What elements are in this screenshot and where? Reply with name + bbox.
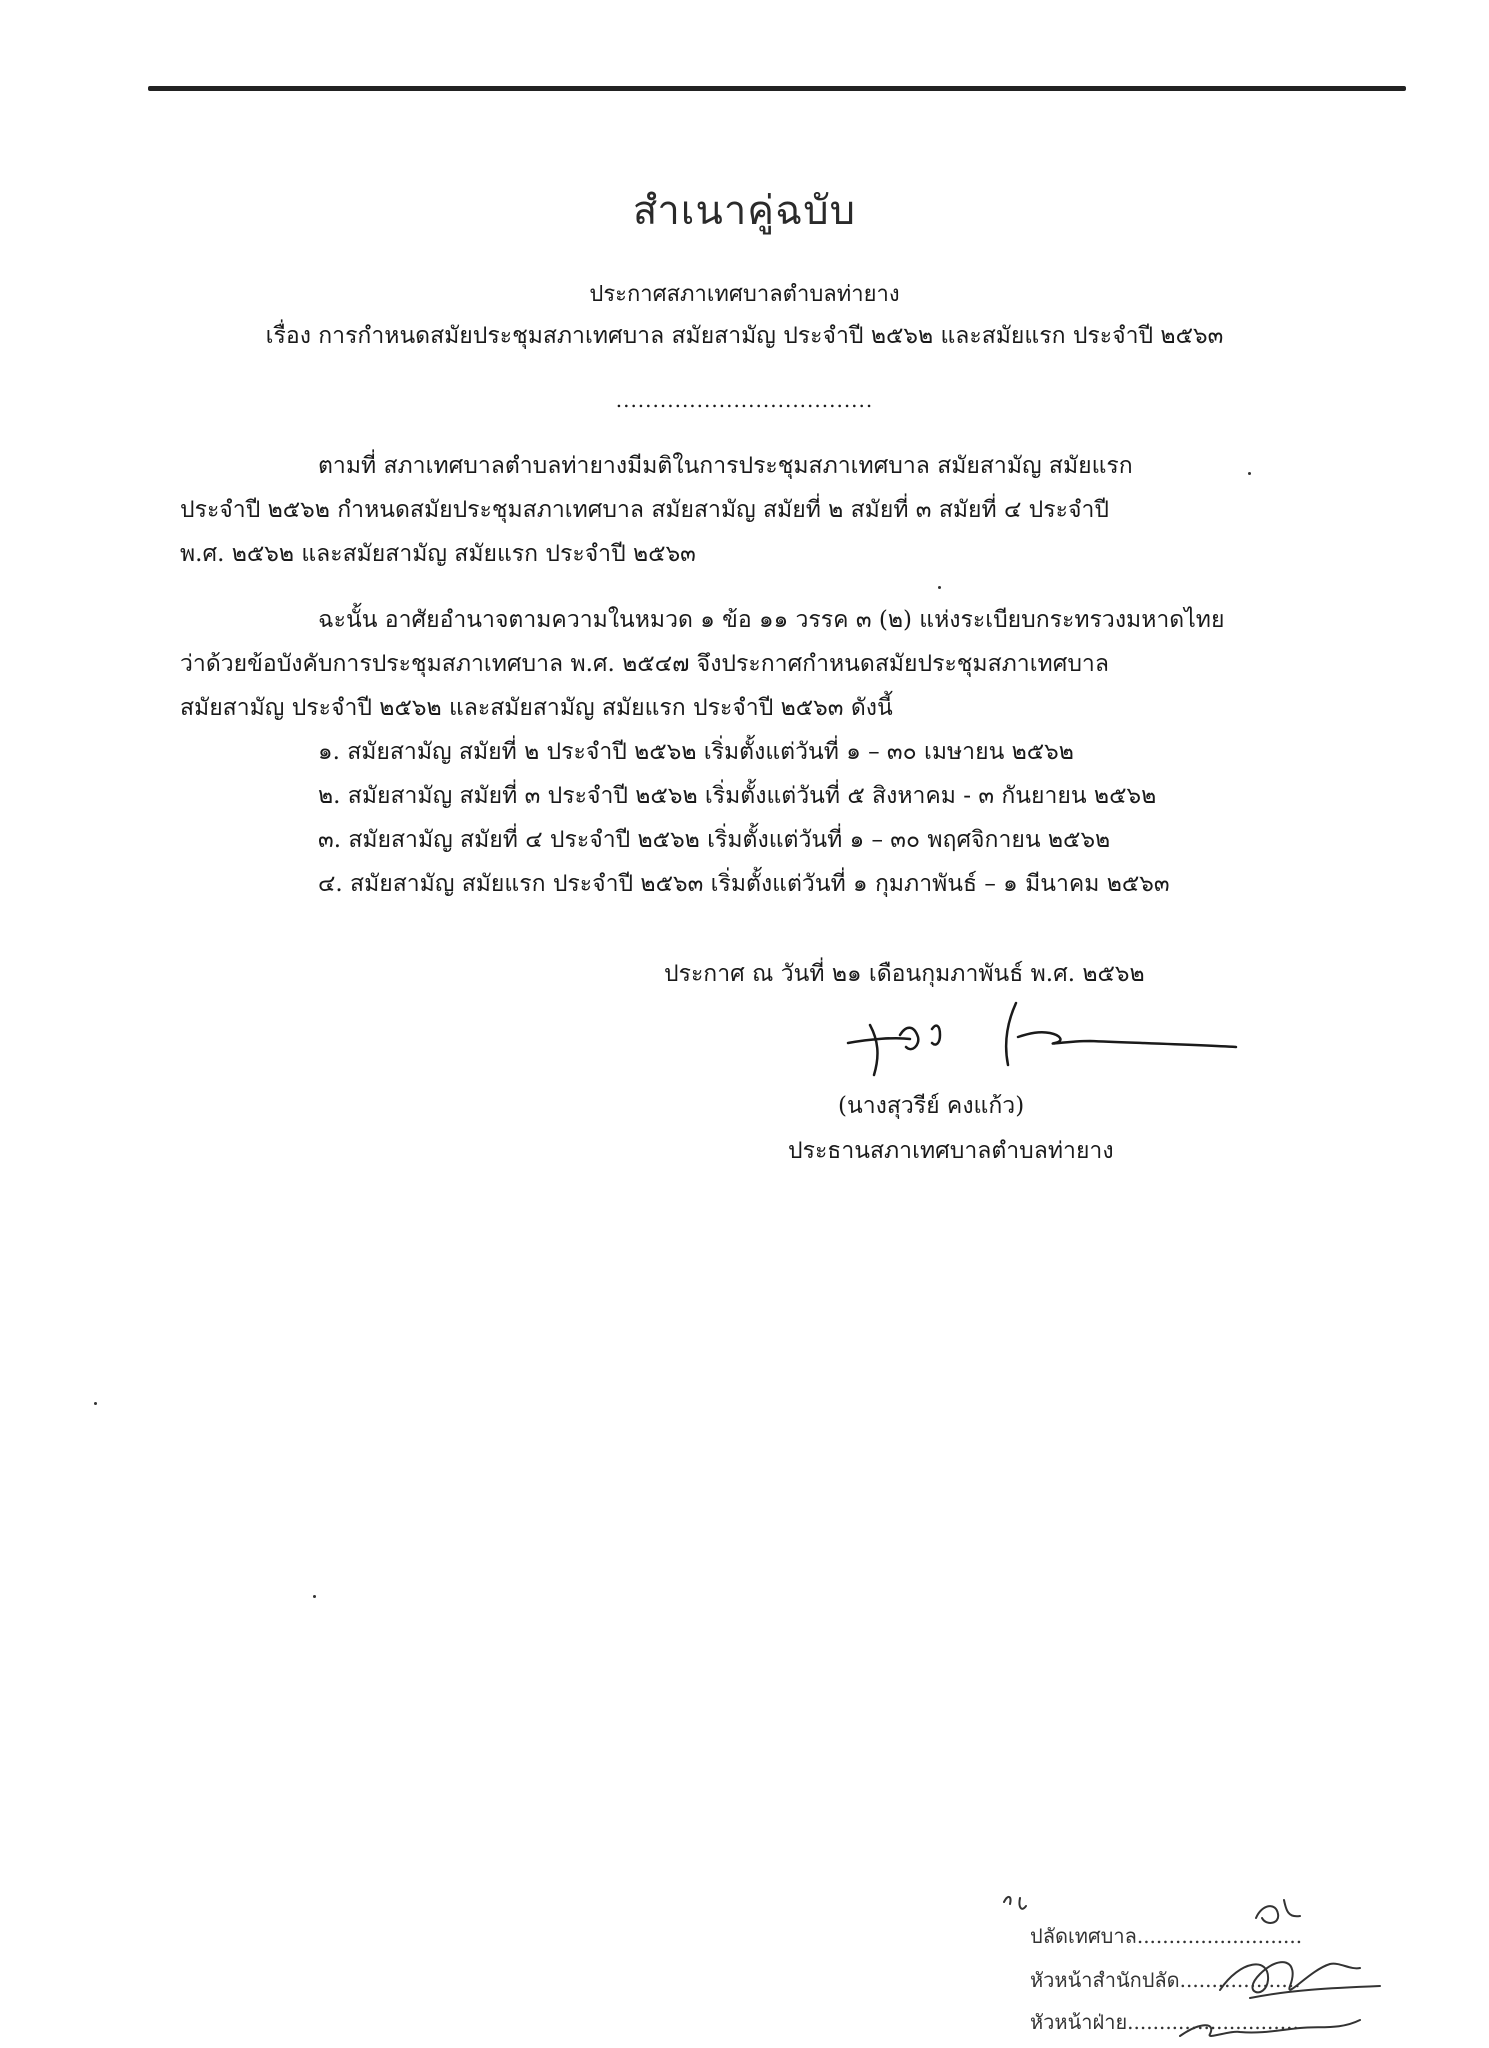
scan-speck bbox=[1248, 472, 1251, 475]
heading: ประกาศสภาเทศบาลตำบลท่ายาง bbox=[589, 282, 900, 307]
footer-initials bbox=[1000, 1890, 1470, 2048]
copy-stamp: สำเนาคู่ฉบับ bbox=[632, 188, 857, 234]
paragraph2-line1: ฉะนั้น อาศัยอำนาจตามความในหมวด ๑ ข้อ ๑๑ วรรค ๓ (๒) แห่งระเบียบกระทรวงมหาดไทย bbox=[318, 607, 1225, 633]
scan-speck bbox=[938, 586, 941, 589]
scan-speck bbox=[94, 1402, 97, 1405]
signature bbox=[840, 995, 1260, 1085]
signer-title: ประธานสภาเทศบาลตำบลท่ายาง bbox=[788, 1138, 1114, 1164]
paragraph1-line3: พ.ศ. ๒๕๖๒ และสมัยสามัญ สมัยแรก ประจำปี ๒๕๖๓ bbox=[180, 541, 696, 567]
divider: ................................... bbox=[615, 388, 874, 412]
paragraph2-line3: สมัยสามัญ ประจำปี ๒๕๖๒ และสมัยสามัญ สมัยแรก ประจำปี ๒๕๖๓ ดังนี้ bbox=[180, 695, 893, 721]
item-3: ๓. สมัยสามัญ สมัยที่ ๔ ประจำปี ๒๕๖๒ เริ่มตั้งแต่วันที่ ๑ – ๓๐ พฤศจิกายน ๒๕๖๒ bbox=[318, 827, 1111, 853]
item-4: ๔. สมัยสามัญ สมัยแรก ประจำปี ๒๕๖๓ เริ่มตั้งแต่วันที่ ๑ กุมภาพันธ์ – ๑ มีนาคม ๒๕๖๓ bbox=[318, 871, 1170, 897]
paragraph2-line2: ว่าด้วยข้อบังคับการประชุมสภาเทศบาล พ.ศ. ๒๕๔๗ จึงประกาศกำหนดสมัยประชุมสภาเทศบาล bbox=[180, 651, 1109, 677]
subject: เรื่อง การกำหนดสมัยประชุมสภาเทศบาล สมัยสามัญ ประจำปี ๒๕๖๒ และสมัยแรก ประจำปี ๒๕๖๓ bbox=[265, 323, 1224, 349]
announce-date: ประกาศ ณ วันที่ ๒๑ เดือนกุมภาพันธ์ พ.ศ. ๒๕๖๒ bbox=[664, 961, 1145, 987]
signer-name: (นางสุวรีย์ คงแก้ว) bbox=[838, 1093, 1025, 1119]
paragraph1-line1: ตามที่ สภาเทศบาลตำบลท่ายางมีมติในการประชุมสภาเทศบาล สมัยสามัญ สมัยแรก bbox=[318, 453, 1133, 479]
scan-speck bbox=[313, 1595, 316, 1598]
top-rule bbox=[148, 86, 1406, 91]
footer-office-head: หัวหน้าสำนักปลัด................... bbox=[1030, 1968, 1301, 1992]
footer-division-head: หัวหน้าฝ่าย........................... bbox=[1030, 2010, 1299, 2034]
paragraph1-line2: ประจำปี ๒๕๖๒ กำหนดสมัยประชุมสภาเทศบาล สมัยสามัญ สมัยที่ ๒ สมัยที่ ๓ สมัยที่ ๔ ประจำปี bbox=[180, 497, 1109, 523]
item-1: ๑. สมัยสามัญ สมัยที่ ๒ ประจำปี ๒๕๖๒ เริ่มตั้งแต่วันที่ ๑ – ๓๐ เมษายน ๒๕๖๒ bbox=[318, 739, 1074, 765]
footer-clerk: ปลัดเทศบาล.......................... bbox=[1030, 1924, 1303, 1948]
item-2: ๒. สมัยสามัญ สมัยที่ ๓ ประจำปี ๒๕๖๒ เริ่มตั้งแต่วันที่ ๕ สิงหาคม - ๓ กันยายน ๒๕๖๒ bbox=[318, 783, 1157, 809]
